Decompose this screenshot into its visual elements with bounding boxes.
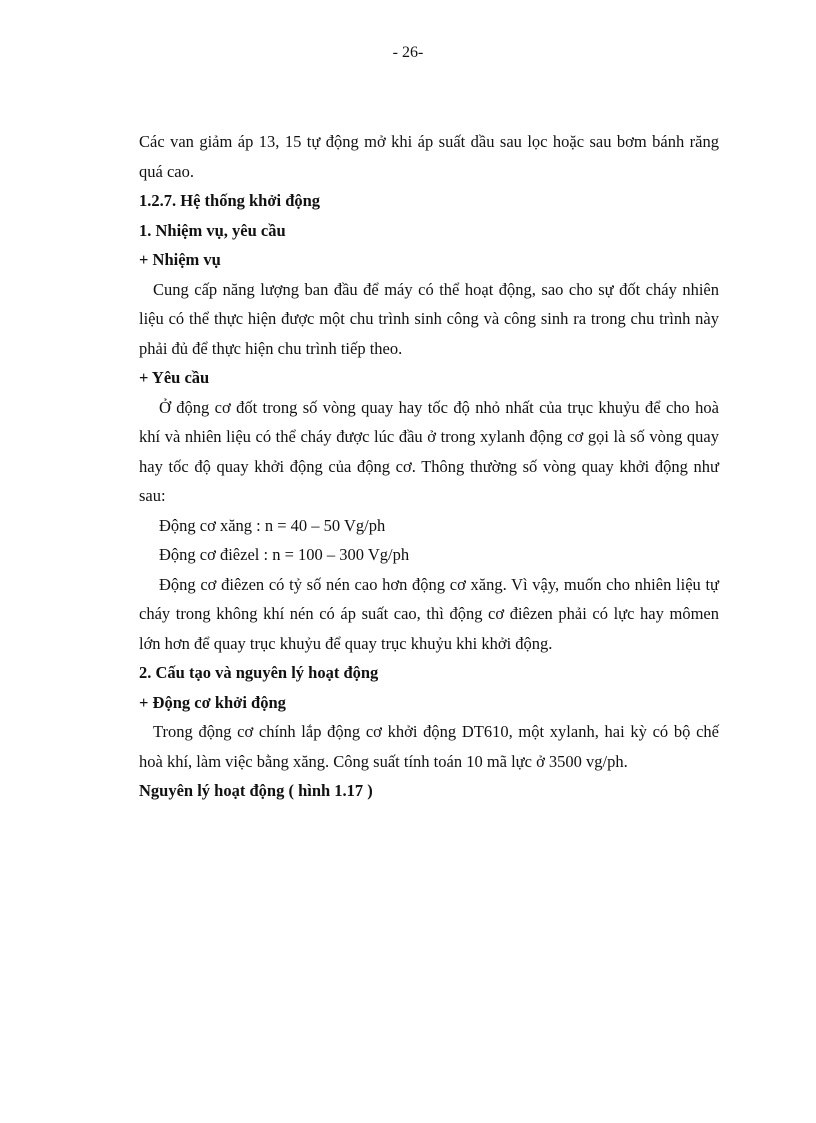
line-petrol-engine: Động cơ xăng : n = 40 – 50 Vg/ph [159,515,386,535]
paragraph-requirement: Ở động cơ đốt trong số vòng quay hay tốc độ nhỏ nhất của trục khuỷu để cho hoà khí và nhiên liệu có thể cháy được lúc đầu ở trong xylanh động cơ gọi là số vòng quay hay tốc độ quay khởi động của động cơ. Thông thường số vòng quay khởi động như sau: [139,397,719,505]
subsection-heading-tasks: 1. Nhiệm vụ, yêu cầu [139,220,286,240]
page-number: - 26- [392,44,424,61]
line-diesel-engine: Động cơ điêzel : n = 100 – 300 Vg/ph [159,545,410,564]
subsection-heading-structure: 2. Cấu tạo và nguyên lý hoạt động [139,663,379,682]
paragraph-starter-engine: Trong động cơ chính lắp động cơ khởi động DT610, một xylanh, hai kỳ có bộ chế hoà khí, làm việc bằng xăng. Công suất tính toán 10 mã lực ở 3500 vg/ph. [139,722,719,771]
heading-operating-principle: Nguyên lý hoạt động ( hình 1.17 ) [139,781,373,800]
section-heading: 1.2.7. Hệ thống khởi động [139,191,321,210]
paragraph-task: Cung cấp năng lượng ban đầu để máy có thể hoạt động, sao cho sự đốt cháy nhiên liệu có thể thực hiện được một chu trình sinh công và công sinh ra trong chu trình này phải đủ để thực hiện chu trình tiếp theo. [139,279,719,358]
heading-starter-engine: + Động cơ khởi động [139,692,286,712]
document-body [139,127,719,806]
heading-task: + Nhiệm vụ [139,250,221,269]
paragraph-diesel: Động cơ điêzen có tỷ số nén cao hơn động cơ xăng. Vì vậy, muốn cho nhiên liệu tự cháy trong không khí nén có áp suất cao, thì động cơ điêzen phải có lực hay mômen lớn hơn để quay trục khuỷu để quay trục khuỷu khi khởi động. [139,574,719,653]
heading-requirement: + Yêu cầu [139,368,210,387]
paragraph-valves: Các van giảm áp 13, 15 tự động mở khi áp suất dầu sau lọc hoặc sau bơm bánh răng quá cao. [139,132,719,181]
